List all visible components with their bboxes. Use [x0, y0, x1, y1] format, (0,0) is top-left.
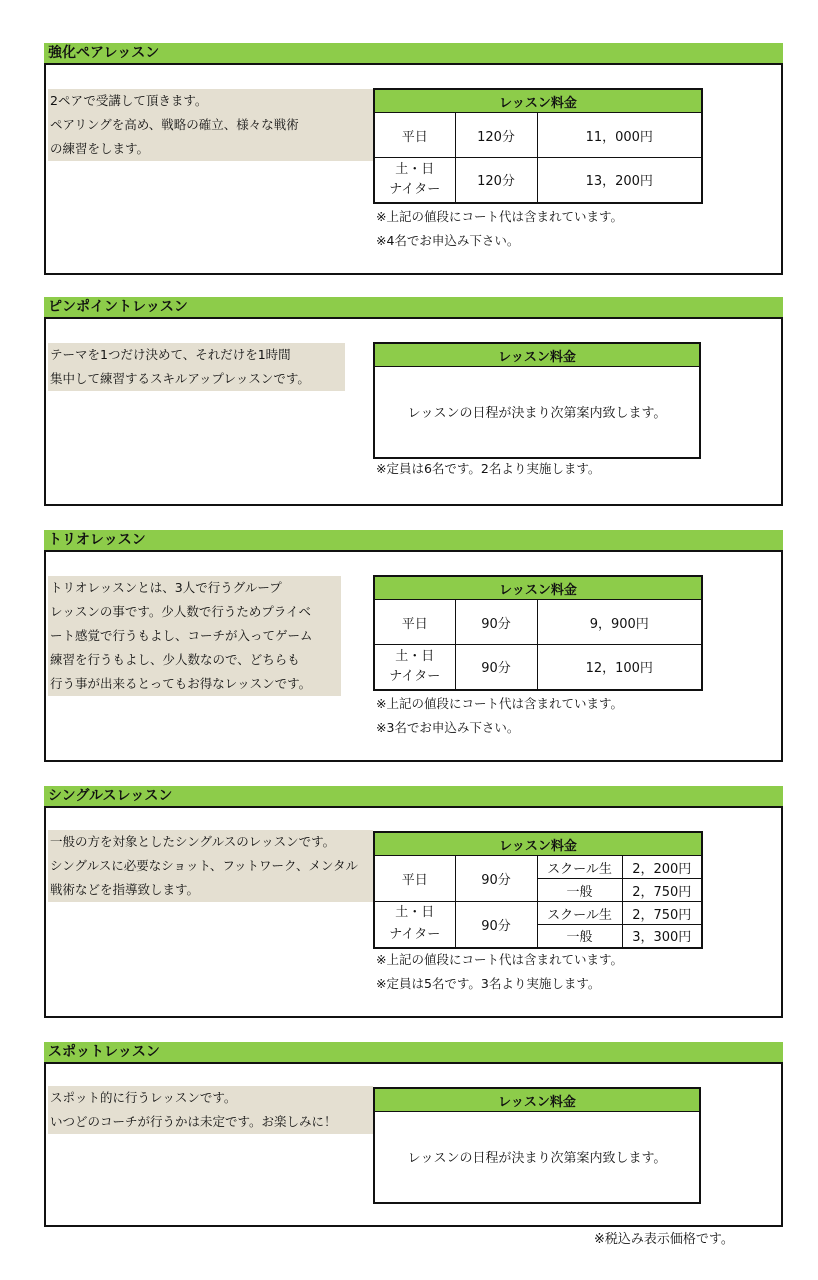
- price-table-header: レッスン料金: [374, 1088, 700, 1112]
- time-cell: 90分: [455, 645, 537, 690]
- price-table-header: レッスン料金: [374, 832, 702, 856]
- section-description: スポット的に行うレッスンです。 いつどのコーチが行うかは未定です。お楽しみに！: [48, 1086, 373, 1134]
- day-line-2: ナイター: [389, 927, 441, 943]
- day-cell: [374, 902, 455, 948]
- member-type-cell: スクール生: [537, 902, 622, 925]
- member-type-cell: スクール生: [537, 856, 622, 879]
- schedule-message: レッスンの日程が決まり次第案内致します。: [374, 1112, 700, 1203]
- day-line-1: 土・日: [395, 161, 435, 177]
- schedule-message: レッスンの日程が決まり次第案内致します。: [374, 367, 700, 458]
- note-2: ※3名でお申込み下さい。: [376, 720, 520, 735]
- section-box: [44, 63, 783, 275]
- day-line-1: 土・日: [395, 905, 435, 921]
- section-box: [44, 317, 783, 506]
- time-cell: 90分: [455, 902, 537, 948]
- day-cell: [374, 158, 455, 203]
- price-cell: 2，200円: [622, 856, 702, 879]
- day-cell: 平日: [374, 113, 455, 158]
- section-title: シングルスレッスン: [44, 786, 783, 806]
- price-table: [373, 342, 701, 459]
- section-title: トリオレッスン: [44, 530, 783, 550]
- section-title: ピンポイントレッスン: [44, 297, 783, 317]
- price-cell: 12，100円: [537, 645, 702, 690]
- section-title: 強化ペアレッスン: [44, 43, 783, 63]
- tax-note: ※税込み表示価格です。: [594, 1232, 734, 1247]
- section-box: [44, 806, 783, 1018]
- note-1: ※定員は6名です。2名より実施します。: [376, 461, 601, 476]
- time-cell: 90分: [455, 600, 537, 645]
- section-description: トリオレッスンとは、3人で行うグループ レッスンの事です。少人数で行うためプライベ ート感覚で行うもよし、コーチが入ってゲーム 練習を行うもよし、少人数なので、どちらも 行う事が出来るとってもお得なレッスンです。: [48, 576, 341, 696]
- day-cell: 平日: [374, 600, 455, 645]
- section-title: スポットレッスン: [44, 1042, 783, 1062]
- price-cell: 9，900円: [537, 600, 702, 645]
- price-table-header: レッスン料金: [374, 89, 702, 113]
- day-cell: 平日: [374, 856, 455, 902]
- day-cell: [374, 645, 455, 690]
- note-1: ※上記の値段にコート代は含まれています。: [376, 209, 623, 224]
- price-cell: 2，750円: [622, 879, 702, 902]
- day-line-2: ナイター: [389, 668, 441, 684]
- price-cell: 13，200円: [537, 158, 702, 203]
- price-table: [373, 575, 703, 691]
- section-description: 一般の方を対象としたシングルスのレッスンです。 シングルスに必要なショット、フットワーク、メンタル 戦術などを指導致します。: [48, 830, 373, 902]
- section-box: [44, 1062, 783, 1227]
- price-table: [373, 88, 703, 204]
- section-description: テーマを1つだけ決めて、それだけを1時間 集中して練習するスキルアップレッスンです。: [48, 343, 345, 391]
- time-cell: 120分: [455, 158, 537, 203]
- section-description: 2ペアで受講して頂きます。 ペアリングを高め、戦略の確立、様々な戦術 の練習をします。: [48, 89, 373, 161]
- member-type-cell: 一般: [537, 925, 622, 948]
- time-cell: 120分: [455, 113, 537, 158]
- day-line-1: 土・日: [395, 648, 435, 664]
- note-2: ※4名でお申込み下さい。: [376, 233, 520, 248]
- note-1: ※上記の値段にコート代は含まれています。: [376, 952, 623, 967]
- price-table-header: レッスン料金: [374, 343, 700, 367]
- day-line-2: ナイター: [389, 181, 441, 197]
- price-cell: 3，300円: [622, 925, 702, 948]
- price-table-header: レッスン料金: [374, 576, 702, 600]
- member-type-cell: 一般: [537, 879, 622, 902]
- note-2: ※定員は5名です。3名より実施します。: [376, 976, 601, 991]
- price-cell: 2，750円: [622, 902, 702, 925]
- price-table: [373, 1087, 701, 1204]
- price-table: [373, 831, 703, 949]
- price-cell: 11，000円: [537, 113, 702, 158]
- time-cell: 90分: [455, 856, 537, 902]
- section-box: [44, 550, 783, 762]
- note-1: ※上記の値段にコート代は含まれています。: [376, 696, 623, 711]
